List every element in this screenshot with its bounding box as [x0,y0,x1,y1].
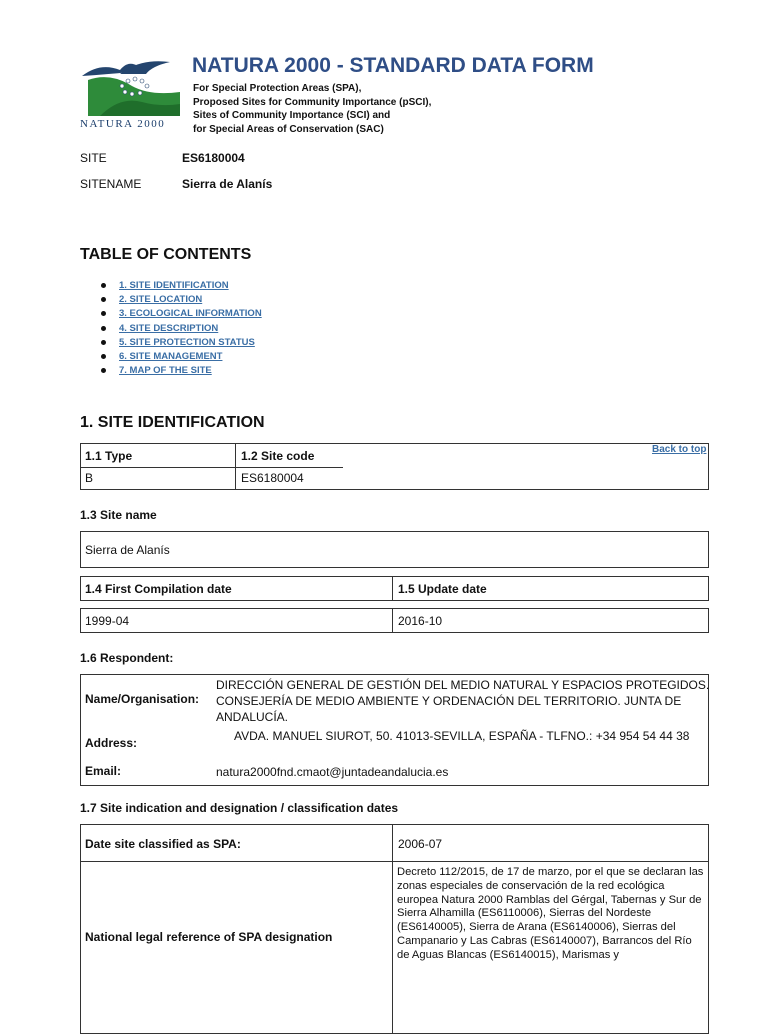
divider [235,467,343,468]
divider [392,608,393,633]
back-to-top-link[interactable]: Back to top [652,444,707,455]
toc-link-ecological-information[interactable]: 3. ECOLOGICAL INFORMATION [119,308,262,320]
section-heading-site-identification: 1. SITE IDENTIFICATION [80,414,265,431]
toc-link-site-protection-status[interactable]: 5. SITE PROTECTION STATUS [119,336,255,348]
code-label: 1.2 Site code [241,449,315,463]
update-date-value: 2016-10 [398,614,443,628]
logo-text: NATURA 2000 [80,118,166,130]
divider [235,443,236,490]
divider [392,576,393,601]
site-name-heading: 1.3 Site name [80,508,157,522]
subtitle [193,82,431,136]
toc-heading: TABLE OF CONTENTS [80,246,252,263]
divider [80,861,709,862]
respondent-email-label: Email: [85,764,122,778]
respondent-email-value: natura2000fnd.cmaot@juntadeandalucia.es [216,765,449,779]
subtitle-line: Proposed Sites for Community Importance (pSCI), [193,96,432,108]
spa-legal-label: National legal reference of SPA designation [85,930,333,944]
site-value: ES6180004 [182,151,245,165]
page-title: NATURA 2000 - STANDARD DATA FORM [192,54,594,77]
toc-link-site-management[interactable]: 6. SITE MANAGEMENT [119,350,223,362]
first-compilation-label: 1.4 First Compilation date [85,582,232,596]
sitename-label: SITENAME [80,177,142,191]
toc-link-site-location[interactable]: 2. SITE LOCATION [119,294,203,306]
respondent-address-label: Address: [85,736,138,750]
respondent-heading: 1.6 Respondent: [80,651,174,665]
divider [392,824,393,1034]
divider [80,467,235,468]
toc-link-site-identification[interactable]: 1. SITE IDENTIFICATION [119,280,229,291]
code-value: ES6180004 [241,471,304,485]
subtitle-line: Sites of Community Importance (SCI) and [193,110,391,121]
designation-heading: 1.7 Site indication and designation / classification dates [80,801,399,815]
dates-value-box [80,608,709,633]
spa-date-label: Date site classified as SPA: [85,837,241,851]
sitename-value: Sierra de Alanís [182,177,273,191]
site-name-value: Sierra de Alanís [85,543,170,557]
subtitle-line: For Special Protection Areas (SPA), [193,83,362,94]
update-date-label: 1.5 Update date [398,582,487,596]
first-compilation-value: 1999-04 [85,614,130,628]
respondent-address-value: AVDA. MANUEL SIUROT, 50. 41013-SEVILLA, ESPAÑA - TLFNO.: +34 954 54 44 38 [234,729,690,743]
respondent-name-label: Name/Organisation: [85,692,200,706]
site-name-box [80,531,709,568]
site-label: SITE [80,151,107,165]
subtitle-line: for Special Areas of Conservation (SAC) [193,123,384,135]
spa-legal-value: Decreto 112/2015, de 17 de marzo, por el que se declaran las zonas especiales de conservación de la red ecológica europea Natura 2000 Ramblas del Gérgal, Tabernas y Sur de Sierra Alhamilla (ES6110006), Sierras del Nordeste (ES6140005), Sierra de Arana (ES6140006), Sierras del Campanario y Las Cabras (ES6140007), Barrancos del Río de Aguas Blancas (ES6140015), Marismas y [397,866,704,961]
toc-link-map-of-the-site[interactable]: 7. MAP OF THE SITE [119,365,212,377]
respondent-name-value: DIRECCIÓN GENERAL DE GESTIÓN DEL MEDIO NATURAL Y ESPACIOS PROTEGIDOS. CONSEJERÍA DE MEDIO AMBIENTE Y ORDENACIÓN DEL TERRITORIO. JUNTA DE ANDALUCÍA. [216,678,710,724]
spa-date-value: 2006-07 [398,837,443,851]
type-label: 1.1 Type [85,449,133,463]
toc-link-site-description[interactable]: 4. SITE DESCRIPTION [119,322,219,334]
type-value: B [85,471,94,485]
